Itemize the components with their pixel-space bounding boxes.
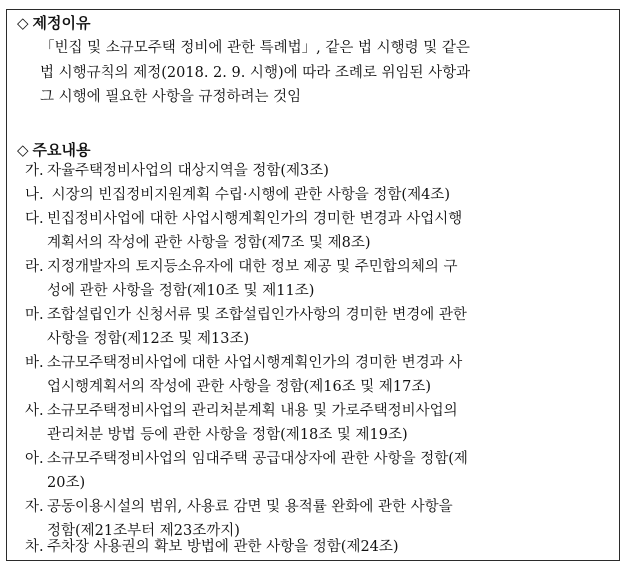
list-item-text: 사항을 정함(제12조 및 제13조) xyxy=(47,330,250,347)
document-box xyxy=(6,9,620,561)
list-item-text: 공동이용시설의 범위, 사용료 감면 및 용적률 완화에 관한 사항을 xyxy=(47,499,453,515)
list-item-text: 조합설립인가 신청서류 및 조합설립인가사항의 경미한 변경에 관한 xyxy=(47,307,467,323)
list-item-marker: 사. xyxy=(25,403,44,419)
list-item-text: 성에 관한 사항을 정함(제10조 및 제11조) xyxy=(47,282,315,299)
list-item-text: 주차장 사용권의 확보 방법에 관한 사항을 정함(제24조) xyxy=(47,539,399,555)
list-item xyxy=(25,304,611,351)
list-item-marker: 바. xyxy=(25,355,44,371)
list-item-text: 계획서의 작성에 관한 사항을 정함(제7조 및 제8조) xyxy=(47,234,371,251)
list-item-text: 소규모주택정비사업에 대한 사업시행계획인가의 경미한 변경과 사 xyxy=(47,355,463,371)
list-item xyxy=(25,208,611,255)
list-item-marker: 아. xyxy=(25,451,44,467)
diamond-icon: ◇ xyxy=(17,14,29,32)
list-item-text: 소규모주택정비사업의 관리처분계획 내용 및 가로주택정비사업의 xyxy=(47,403,458,419)
list-item-text: 빈집정비사업에 대한 사업시행계획인가의 경미한 변경과 사업시행 xyxy=(47,211,463,227)
list-item xyxy=(25,400,611,447)
list-item xyxy=(25,160,611,184)
list-item-marker: 라. xyxy=(25,259,44,275)
list-item-marker: 자. xyxy=(25,499,44,515)
list-item xyxy=(25,352,611,399)
list-item-text: 20조) xyxy=(47,474,86,491)
list-item-text: 관리처분 방법 등에 관한 사항을 정함(제18조 및 제19조) xyxy=(47,426,408,443)
list-item-marker: 다. xyxy=(25,211,44,227)
list-item xyxy=(25,536,611,560)
list-item-marker: 마. xyxy=(25,307,44,323)
list-item xyxy=(25,448,611,495)
list-item-text: 업시행계획서의 작성에 관한 사항을 정함(제16조 및 제17조) xyxy=(47,378,432,395)
list-item-text: 시장의 빈집정비지원계획 수립·시행에 관한 사항을 정함(제4조) xyxy=(47,187,450,203)
list-item-marker: 가. xyxy=(25,163,44,179)
list-item-text: 소규모주택정비사업의 임대주택 공급대상자에 관한 사항을 정함(제 xyxy=(47,451,468,467)
reason-paragraph xyxy=(40,36,608,110)
list-item xyxy=(25,184,611,208)
reason-line: 법 시행규칙의 제정(2018. 2. 9. 시행)에 따라 조례로 위임된 사항과 xyxy=(40,64,471,81)
diamond-icon: ◇ xyxy=(17,141,29,159)
list-item xyxy=(25,256,611,303)
contents-heading xyxy=(17,139,91,160)
reason-line: 「빈집 및 소규모주택 정비에 관한 특례법」, 같은 법 시행령 및 같은 xyxy=(40,40,470,56)
reason-title: 제정이유 xyxy=(32,14,91,32)
list-item-text: 자율주택정비사업의 대상지역을 정함(제3조) xyxy=(47,163,329,179)
reason-line: 그 시행에 필요한 사항을 규정하려는 것임 xyxy=(40,89,302,105)
contents-title: 주요내용 xyxy=(32,141,91,159)
list-item-text: 정함(제21조부터 제23조까지) xyxy=(47,522,240,539)
list-item-text: 지정개발자의 토지등소유자에 대한 정보 제공 및 주민합의체의 구 xyxy=(47,259,458,275)
list-item-marker: 나. xyxy=(25,187,44,203)
reason-heading xyxy=(17,12,91,33)
list-item-marker: 차. xyxy=(25,539,44,555)
